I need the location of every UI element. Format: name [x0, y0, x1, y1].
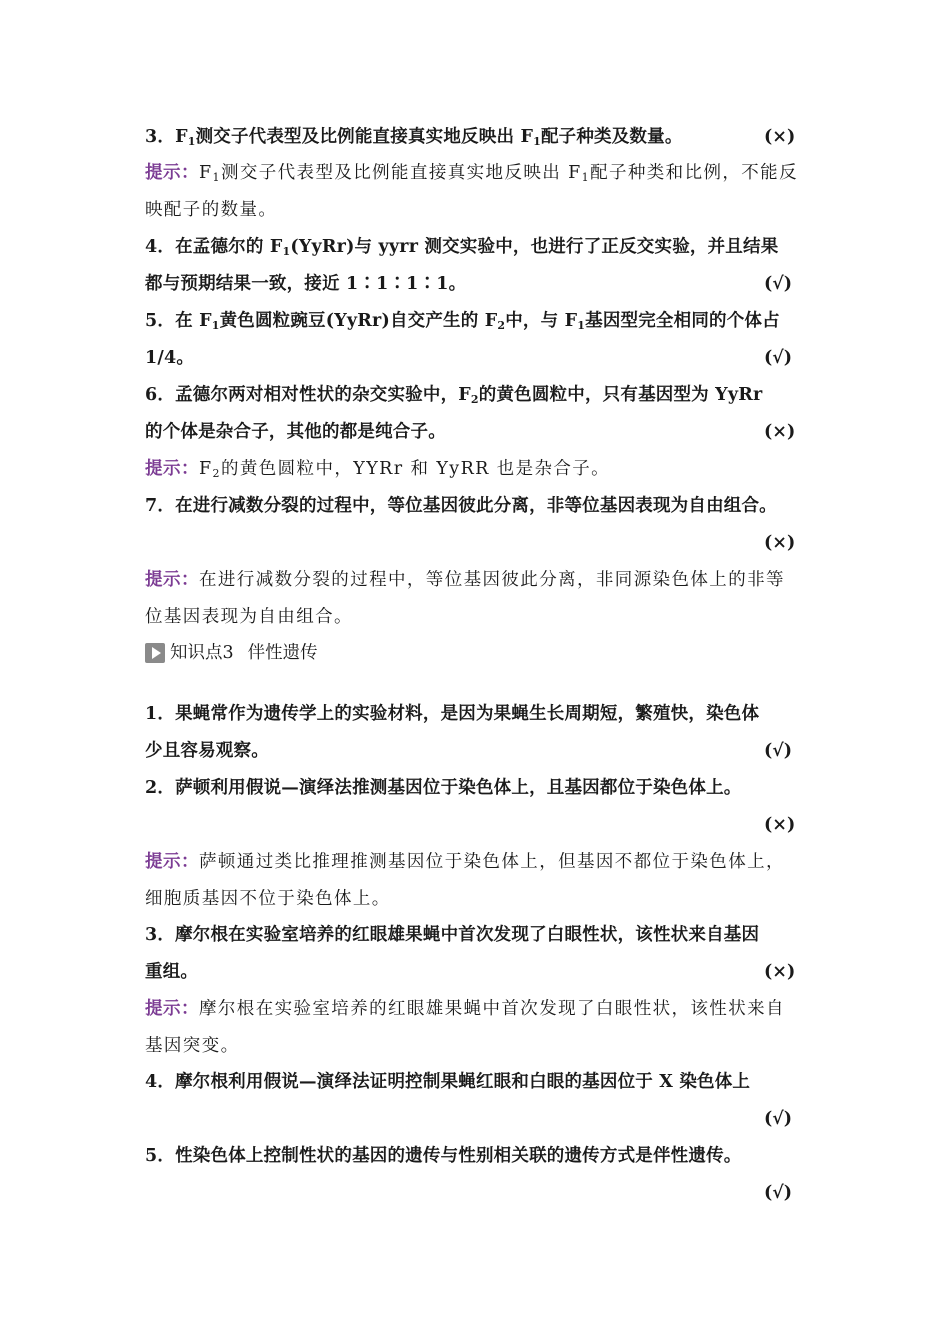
question-4-line2: 都与预期结果一致，接近 1∶1∶1∶1。 [145, 274, 467, 294]
hint-3: 提示：$F_1$测交子代表型及比例能直接真实地反映出 $F_1$配子种类和比例，不能反 [145, 163, 798, 184]
s3-hint-3: 提示：摩尔根在实验室培养的红眼雄果蝇中首次发现了白眼性状，该性状来自 [145, 999, 785, 1019]
s3-question-1: 1．果蝇常作为遗传学上的实验材料，是因为果蝇生长周期短，繁殖快，染色体 [145, 704, 760, 724]
question-6-line2: 的个体是杂合子，其他的都是纯合子。 [145, 422, 446, 442]
question-7: 7．在进行减数分裂的过程中，等位基因彼此分离，非等位基因表现为自由组合。 [145, 496, 777, 516]
s3-question-5: 5．性染色体上控制性状的基因的遗传与性别相关联的遗传方式是伴性遗传。 [145, 1146, 742, 1166]
s3-hint-2: 提示：萨顿通过类比推理推测基因位于染色体上，但基因不都位于染色体上， [145, 852, 785, 872]
hint-7-line2: 位基因表现为自由组合。 [145, 607, 353, 627]
answer-mark: (√) [764, 348, 793, 368]
question-6: 6．孟德尔两对相对性状的杂交实验中，$F_2$的黄色圆粒中，只有基因型为 YyRr [145, 385, 763, 406]
s3-hint-3-line2: 基因突变。 [145, 1036, 240, 1056]
question-5-line2: 1/4。 [145, 348, 195, 368]
s3-question-1-line2: 少且容易观察。 [145, 741, 269, 761]
section-heading [145, 640, 318, 666]
answer-mark: (×) [764, 962, 796, 982]
answer-mark: (√) [764, 1109, 793, 1129]
s3-question-3-line2: 重组。 [145, 962, 199, 982]
section-title: 伴性遗传 [247, 643, 318, 663]
hint-3-line2: 映配子的数量。 [145, 200, 278, 220]
question-4: 4．在孟德尔的 $F_1(YyRr)$与 yyrr 测交实验中，也进行了正反交实验，并且结果 [145, 237, 779, 258]
answer-mark: (√) [764, 1183, 793, 1203]
s3-question-2: 2．萨顿利用假说—演绎法推测基因位于染色体上，且基因都位于染色体上。 [145, 778, 742, 798]
question-5: 5．在 $F_1$黄色圆粒豌豆(YyRr)自交产生的 $F_2$中，与 $F_1$基因型完全相同的个体占 [145, 311, 780, 332]
hint-6: 提示：$F_2$的黄色圆粒中，YYRr 和 YyRR 也是杂合子。 [145, 459, 611, 480]
answer-mark: (×) [764, 815, 796, 835]
s3-question-3: 3．摩尔根在实验室培养的红眼雄果蝇中首次发现了白眼性状，该性状来自基因 [145, 925, 760, 945]
s3-hint-2-line2: 细胞质基因不位于染色体上。 [145, 889, 391, 909]
s3-question-4: 4．摩尔根利用假说—演绎法证明控制果蝇红眼和白眼的基因位于 X 染色体上 [145, 1072, 751, 1092]
answer-mark: (×) [764, 422, 796, 442]
answer-mark: (√) [764, 741, 793, 761]
answer-mark: (×) [764, 127, 796, 147]
answer-mark: (×) [764, 533, 796, 553]
hint-7: 提示：在进行减数分裂的过程中，等位基因彼此分离，非同源染色体上的非等 [145, 570, 785, 590]
play-icon [145, 643, 165, 663]
answer-mark: (√) [764, 274, 793, 294]
section-number: 知识点3 [170, 643, 234, 663]
question-3: 3．$F_1$测交子代表型及比例能直接真实地反映出 $F_1$配子种类及数量。 [145, 127, 683, 148]
